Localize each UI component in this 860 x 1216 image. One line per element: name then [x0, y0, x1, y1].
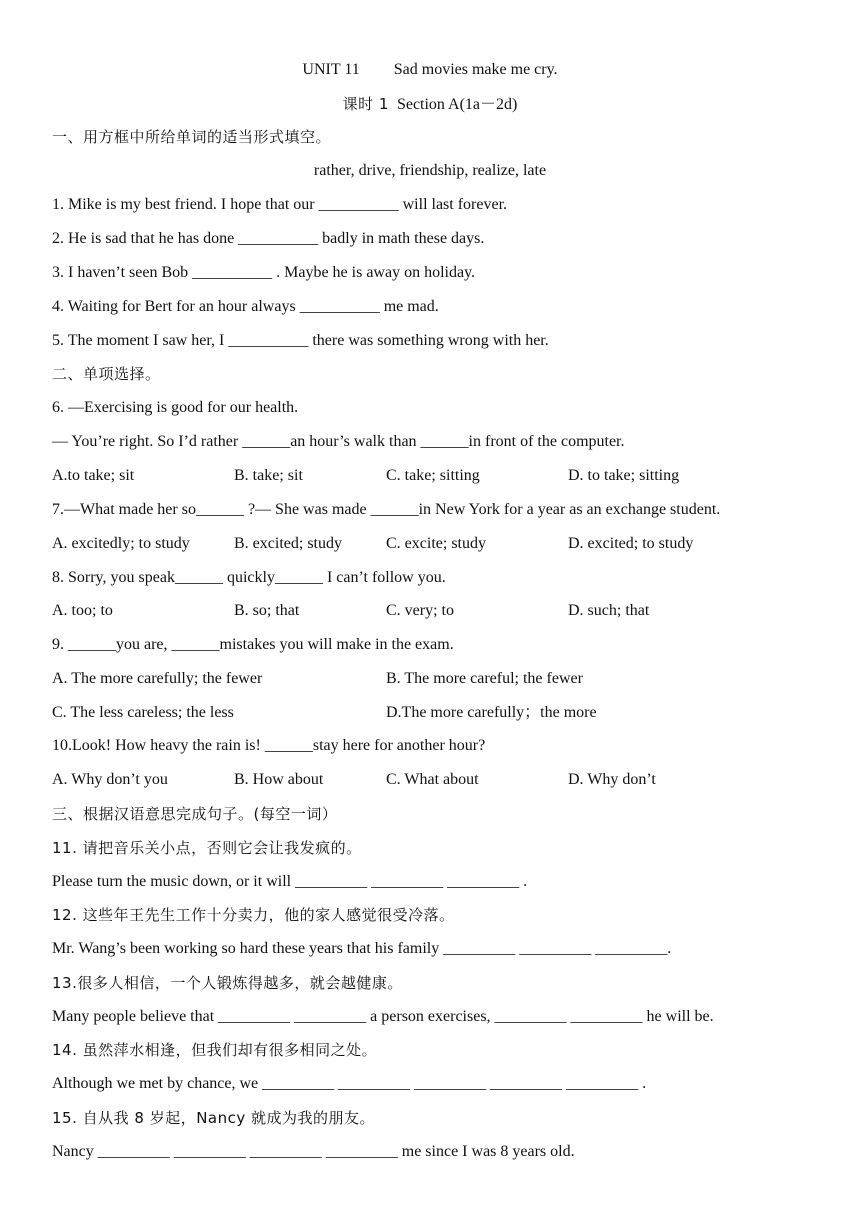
question-6-stem: 6. —Exercising is good for our health.	[52, 399, 299, 416]
question-11-chinese: 11. 请把音乐关小点，否则它会让我发疯的。	[52, 839, 362, 857]
question-6-options	[52, 465, 820, 487]
option-d: D.The more carefully；the more	[386, 704, 597, 721]
option-c: C. What about	[386, 771, 479, 788]
question-5: 5. The moment I saw her, I __________ there was something wrong with her.	[52, 332, 549, 349]
option-b: B. The more careful; the fewer	[386, 670, 583, 687]
option-d: D. to take; sitting	[568, 467, 680, 484]
part3-heading: 三、根据汉语意思完成句子。(每空一词）	[52, 805, 338, 823]
option-c: C. The less careless; the less	[52, 704, 234, 721]
question-4: 4. Waiting for Bert for an hour always __________ me mad.	[52, 298, 439, 315]
question-3: 3. I haven’t seen Bob __________ . Maybe he is away on holiday.	[52, 264, 476, 281]
question-8-stem: 8. Sorry, you speak______ quickly______ I can’t follow you.	[52, 569, 446, 586]
question-1: 1. Mike is my best friend. I hope that our __________ will last forever.	[52, 196, 508, 213]
option-c: C. excite; study	[386, 535, 486, 552]
question-2: 2. He is sad that he has done __________ badly in math these days.	[52, 230, 485, 247]
option-b: B. take; sit	[234, 467, 303, 484]
question-12-chinese: 12. 这些年王先生工作十分卖力，他的家人感觉很受冷落。	[52, 906, 455, 924]
option-a: A. too; to	[52, 602, 113, 619]
option-d: D. excited; to study	[568, 535, 694, 552]
option-d: D. Why don’t	[568, 771, 656, 788]
option-a: A. The more carefully; the fewer	[52, 670, 263, 687]
option-a: A. Why don’t you	[52, 771, 168, 788]
question-9-options-row1	[52, 668, 820, 690]
page-title	[0, 59, 860, 81]
page-subtitle	[0, 93, 860, 115]
question-9-options-row2	[52, 702, 820, 724]
word-box: rather, drive, friendship, realize, late	[313, 162, 547, 179]
option-b: B. excited; study	[234, 535, 342, 552]
question-6-dialogue: — You’re right. So I’d rather ______an hour’s walk than ______in front of the computer.	[52, 433, 625, 450]
option-c: C. very; to	[386, 602, 454, 619]
question-7-options	[52, 533, 820, 555]
part2-heading: 二、单项选择。	[52, 365, 161, 383]
question-15-english: Nancy _________ _________ _________ _________ me since I was 8 years old.	[52, 1143, 575, 1160]
unit-title: Sad movies make me cry.	[393, 61, 558, 78]
part1-heading: 一、用方框中所给单词的适当形式填空。	[52, 128, 332, 146]
question-10-options	[52, 769, 820, 791]
question-9-stem: 9. ______you are, ______mistakes you will make in the exam.	[52, 636, 454, 653]
question-11-english: Please turn the music down, or it will _________ _________ _________ .	[52, 873, 528, 890]
option-b: B. How about	[234, 771, 324, 788]
question-13-english: Many people believe that _________ _________ a person exercises, _________ _________ he will be.	[52, 1008, 714, 1025]
question-14-english: Although we met by chance, we _________ _________ _________ _________ _________ .	[52, 1075, 647, 1092]
option-a: A. excitedly; to study	[52, 535, 190, 552]
question-7-stem: 7.—What made her so______ ?— She was made ______in New York for a year as an exchange student.	[52, 501, 721, 518]
unit-label: UNIT 11	[302, 61, 360, 78]
question-8-options	[52, 600, 820, 622]
option-c: C. take; sitting	[386, 467, 480, 484]
option-b: B. so; that	[234, 602, 300, 619]
question-13-chinese: 13.很多人相信，一个人锻炼得越多，就会越健康。	[52, 974, 403, 992]
question-10-stem: 10.Look! How heavy the rain is! ______stay here for another hour?	[52, 737, 486, 754]
section-label: Section A(1a－2d)	[396, 96, 518, 113]
question-15-chinese: 15. 自从我 8 岁起，Nancy 就成为我的朋友。	[52, 1109, 376, 1127]
question-14-chinese: 14. 虽然萍水相逢，但我们却有很多相同之处。	[52, 1041, 378, 1059]
question-12-english: Mr. Wang’s been working so hard these years that his family _________ _________ _________.	[52, 940, 672, 957]
lesson-label: 课时 1	[342, 95, 389, 113]
option-d: D. such; that	[568, 602, 650, 619]
option-a: A.to take; sit	[52, 467, 135, 484]
